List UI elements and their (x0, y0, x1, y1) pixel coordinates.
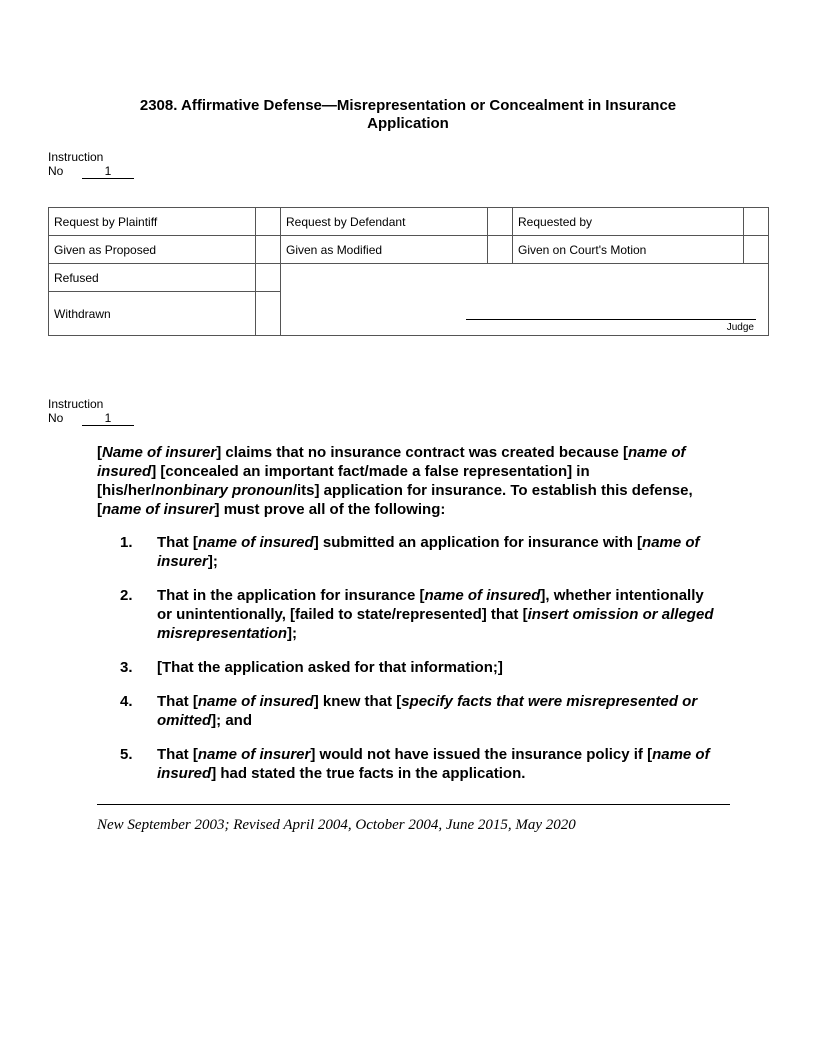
refused-box[interactable] (256, 264, 281, 292)
divider (97, 804, 730, 805)
request-by-plaintiff-label: Request by Plaintiff (49, 208, 256, 236)
list-item: 3. [That the application asked for that information;] (120, 659, 503, 676)
request-by-defendant-label: Request by Defendant (281, 208, 488, 236)
instruction-no-label: No (48, 411, 64, 425)
withdrawn-box[interactable] (256, 292, 281, 336)
requested-by-label: Requested by (513, 208, 744, 236)
request-by-plaintiff-box[interactable] (256, 208, 281, 236)
given-on-courts-motion-box[interactable] (744, 236, 769, 264)
list-item: 1. That [name of insured] submitted an application for insurance with [name of insurer]; (120, 534, 700, 570)
request-by-defendant-box[interactable] (488, 208, 513, 236)
list-item: 4. That [name of insured] knew that [specify facts that were misrepresented or omitted]; and (120, 693, 698, 729)
elements-list (120, 533, 720, 798)
requested-by-box[interactable] (744, 208, 769, 236)
title-line-2: Application (367, 115, 449, 132)
refused-label: Refused (49, 264, 256, 292)
title-line-1: 2308. Affirmative Defense—Misrepresentation or Concealment in Insurance (139, 97, 677, 114)
list-item: 5. That [name of insurer] would not have issued the insurance policy if [name of insured] had stated the true facts in the application. (120, 746, 710, 782)
instruction-label: Instruction (48, 397, 104, 411)
given-as-proposed-box[interactable] (256, 236, 281, 264)
instruction-number: 1 (82, 164, 134, 179)
disposition-form (48, 207, 769, 336)
instruction-label: Instruction (48, 150, 104, 164)
instruction-intro-paragraph: [Name of insurer] claims that no insurance contract was created because [name of insured] [concealed an important fact/made a false representation] in [his/her/nonbinary pronoun/its] application for insurance. To establish this defense, [name of insurer] must prove all of the following: (97, 444, 693, 518)
list-item: 2. That in the application for insurance [name of insured], whether intentionally or unintentionally, [failed to state/represented] that [insert omission or alleged misrepresentation]; (120, 587, 714, 642)
instruction-header-bottom (48, 397, 134, 426)
given-as-proposed-label: Given as Proposed (49, 236, 256, 264)
instruction-no-label: No (48, 164, 64, 178)
given-as-modified-box[interactable] (488, 236, 513, 264)
given-on-courts-motion-label: Given on Court's Motion (513, 236, 744, 264)
revision-history: New September 2003; Revised April 2004, October 2004, June 2015, May 2020 (97, 817, 576, 833)
judge-signature-line (466, 319, 756, 320)
withdrawn-label: Withdrawn (49, 292, 256, 336)
instruction-header-top (48, 150, 134, 179)
instruction-number: 1 (82, 411, 134, 426)
judge-signature-area[interactable] (281, 264, 769, 336)
judge-label: Judge (726, 322, 754, 333)
given-as-modified-label: Given as Modified (281, 236, 488, 264)
page-title (100, 97, 716, 133)
